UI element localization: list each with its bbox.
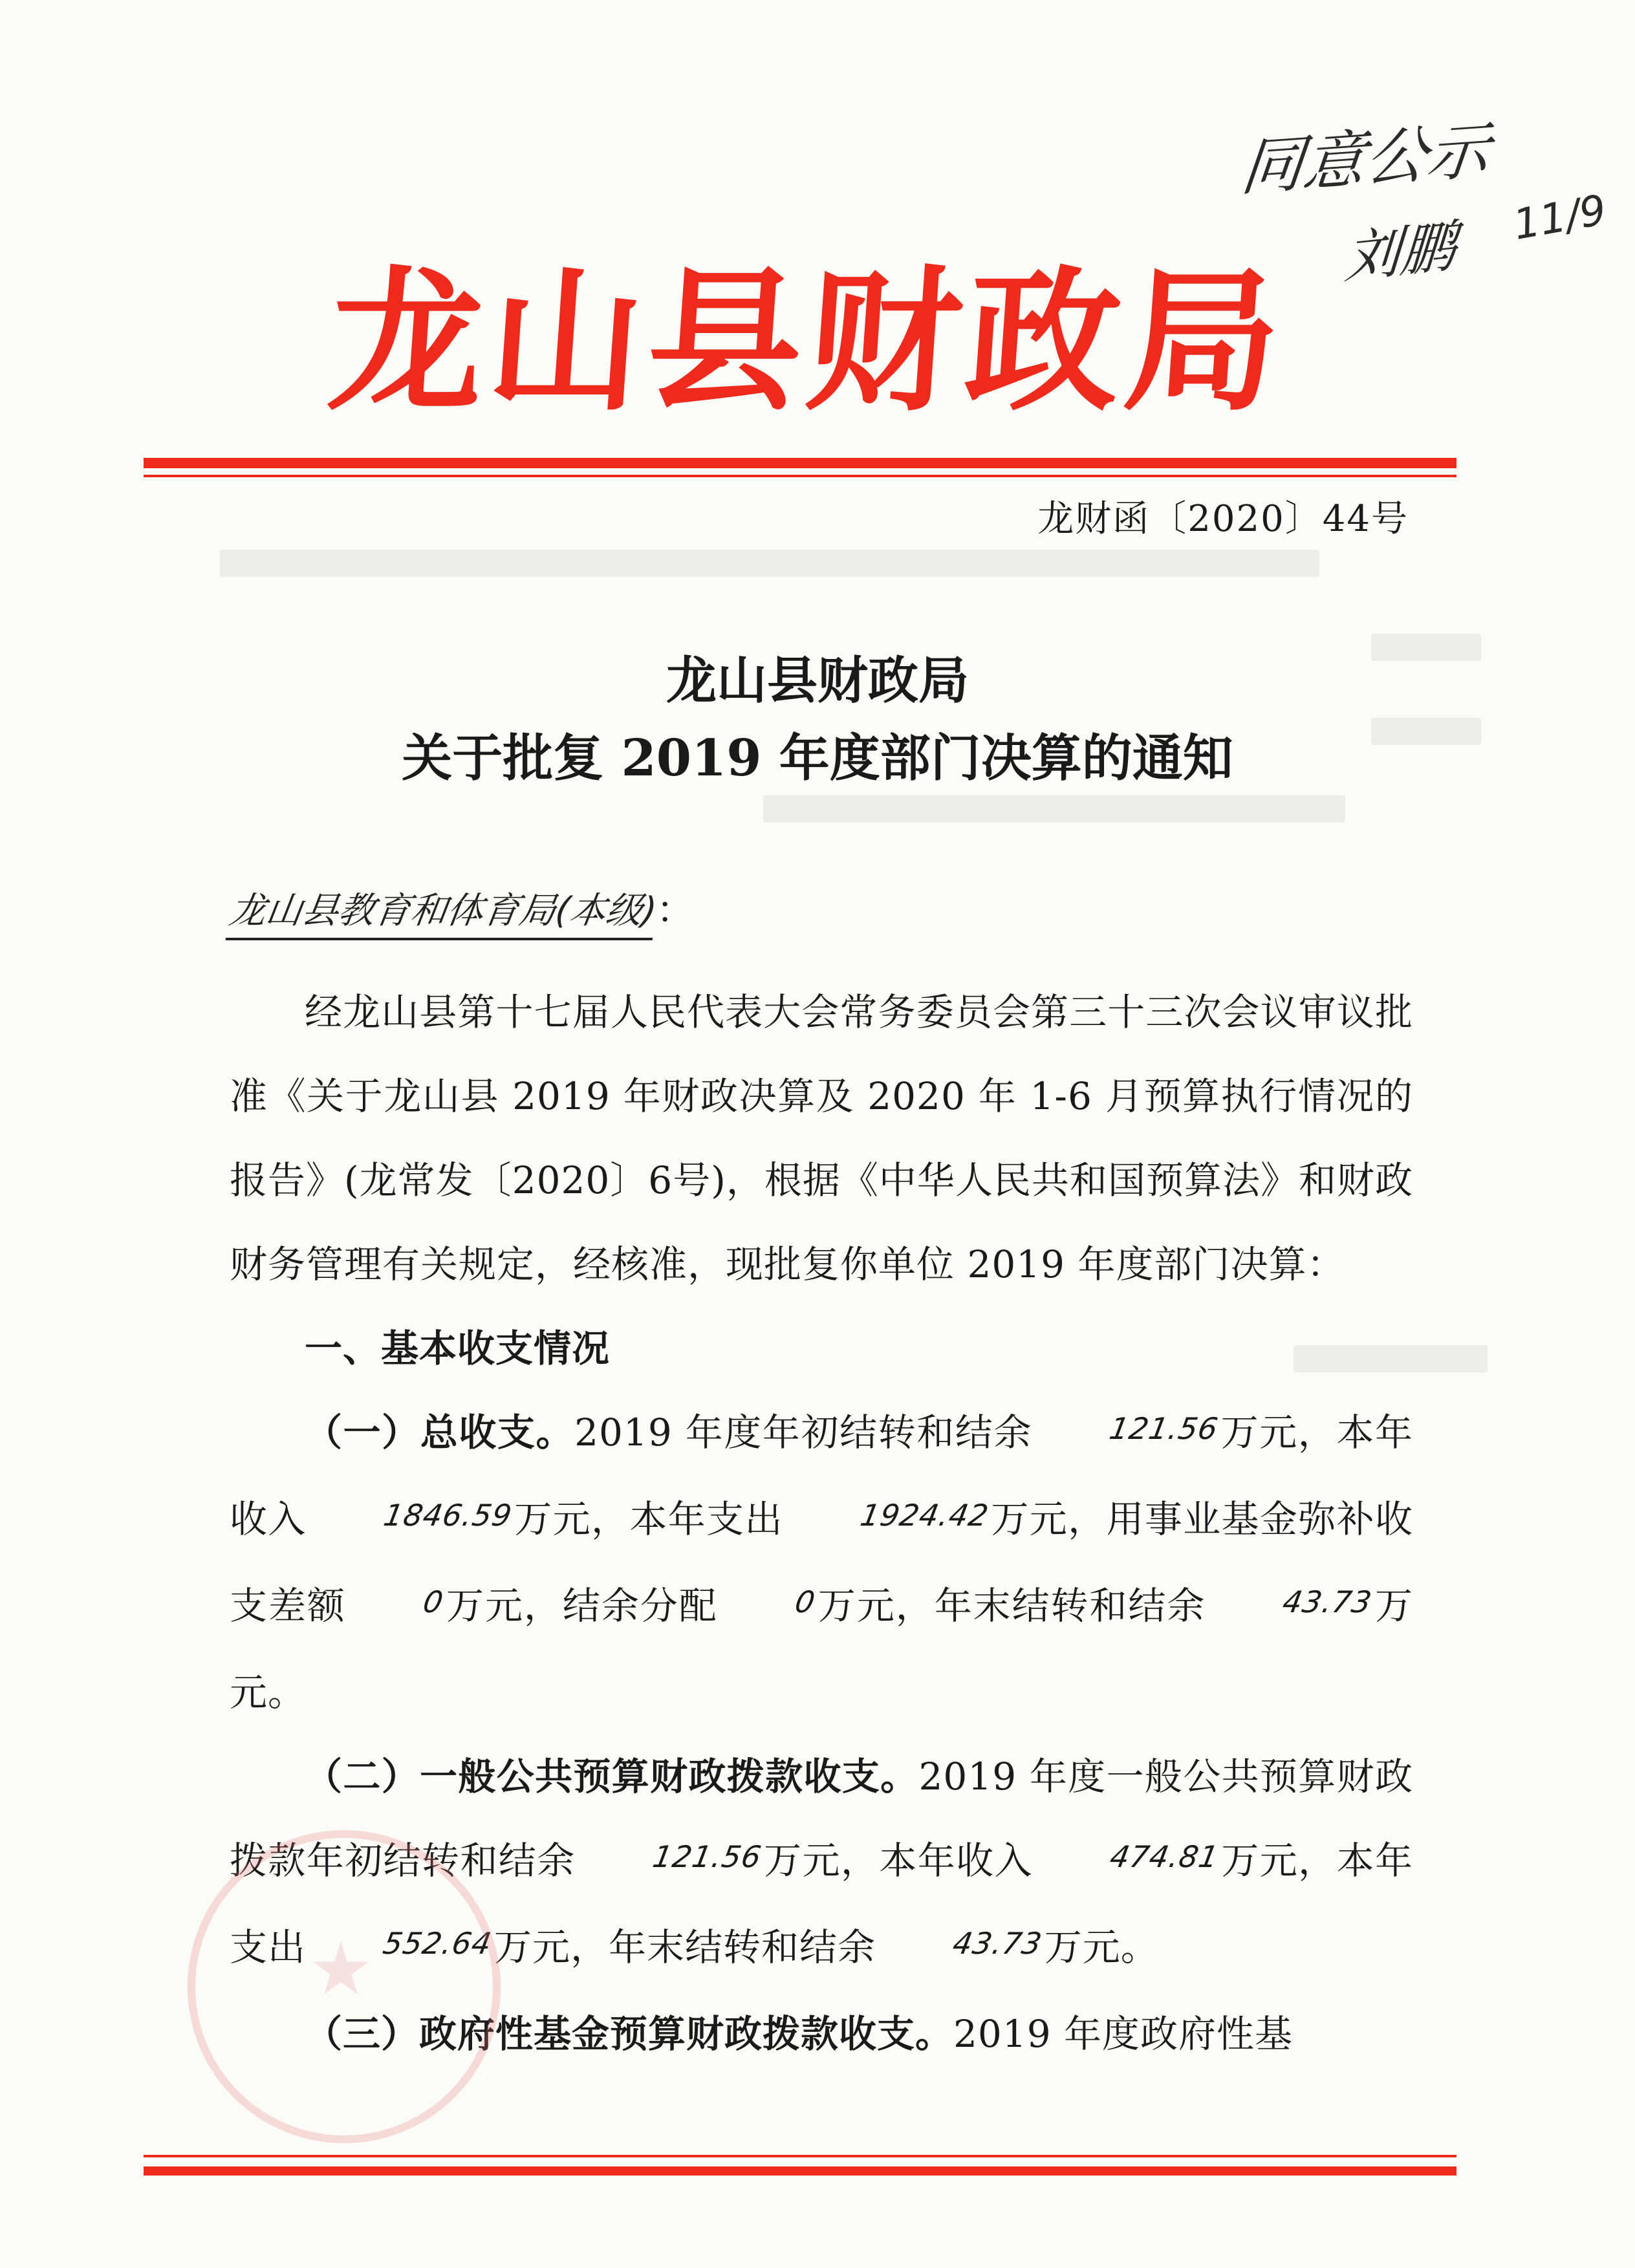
intro-paragraph: 经龙山县第十七届人民代表大会常务委员会第三十三次会议审议批准《关于龙山县 2019 年财政决算及 2020 年 1-6 月预算执行情况的报告》(龙常发〔2020〕6号)，根据《中华人民共和国预算法》和财政财务管理有关规定，经核准，现批复你单位 2019 年度部门决算： xyxy=(230,990,1413,1286)
handwritten-amount: 121.56 xyxy=(649,1839,764,1874)
paragraph-text: 万元，用事业基金弥补收支差额 xyxy=(230,1497,1413,1628)
handwritten-amount: 43.73 xyxy=(950,1926,1045,1961)
paragraph-label: （一）总收支。 xyxy=(305,1410,575,1454)
addressee-name: 龙山县教育和体育局(本级) xyxy=(226,882,660,940)
show-through-mark xyxy=(220,550,1319,577)
paragraph-label: （三）政府性基金预算财政拨款收支。 xyxy=(305,2012,954,2056)
paragraph-text: 2019 年度政府性基 xyxy=(953,2012,1294,2056)
paragraph-text: 万元，本年收入 xyxy=(763,1839,1033,1883)
show-through-mark xyxy=(763,795,1345,823)
handwritten-amount: 474.81 xyxy=(1107,1839,1222,1874)
paragraph-text: 万元，年末结转和结余 xyxy=(493,1925,876,1969)
paragraph-label: （二）一般公共预算财政拨款收支。 xyxy=(305,1755,919,1798)
paragraph-text: 2019 年度年初结转和结余 xyxy=(574,1410,1033,1454)
approval-date: 11/9 xyxy=(1510,186,1610,250)
letterhead-rule-thin xyxy=(144,475,1456,477)
handwritten-amount: 43.73 xyxy=(1280,1584,1375,1619)
letterhead-title: 龙山县财政局 xyxy=(323,253,1291,432)
letterhead-rule xyxy=(144,458,1456,468)
addressee xyxy=(226,880,694,940)
handwritten-amount: 1924.42 xyxy=(858,1498,991,1533)
total-income-expense-paragraph xyxy=(230,1390,1413,1734)
handwritten-amount: 0 xyxy=(792,1584,818,1619)
section-heading: 一、基本收支情况 xyxy=(305,1326,611,1370)
paragraph-text: 万元。 xyxy=(1044,1925,1159,1969)
approval-signature: 刘鹏 xyxy=(1343,213,1458,291)
handwritten-amount: 1846.59 xyxy=(380,1498,515,1533)
notice-title-line2: 关于批复 2019 年度部门决算的通知 xyxy=(402,729,1233,788)
faded-official-seal xyxy=(188,1830,501,2143)
paragraph-text: 万元，年末结转和结余 xyxy=(817,1584,1206,1628)
paragraph-text: 2019 年度一般公共预算财政拨款年初结转和结余 xyxy=(230,1755,1413,1883)
handwritten-amount: 121.56 xyxy=(1107,1411,1221,1446)
footer-rule-thin xyxy=(144,2155,1456,2157)
paragraph-text: 万元，本年支出 xyxy=(514,1497,783,1541)
notice-title-line1: 龙山县财政局 xyxy=(666,651,969,710)
paragraph-text: 万元，结余分配 xyxy=(446,1584,718,1628)
addressee-colon: ： xyxy=(656,888,694,932)
approval-text: 同意公示 xyxy=(1237,114,1493,205)
paragraph-text: 万元，本年支出 xyxy=(230,1839,1413,1969)
document-number: 龙财函〔2020〕44号 xyxy=(1037,498,1409,540)
handwritten-amount: 552.64 xyxy=(380,1926,495,1961)
paragraph-text: 万元。 xyxy=(230,1584,1413,1714)
handwritten-amount: 0 xyxy=(420,1584,446,1619)
paragraph-text: 万元，本年收入 xyxy=(230,1410,1413,1541)
footer-rule xyxy=(144,2166,1456,2176)
